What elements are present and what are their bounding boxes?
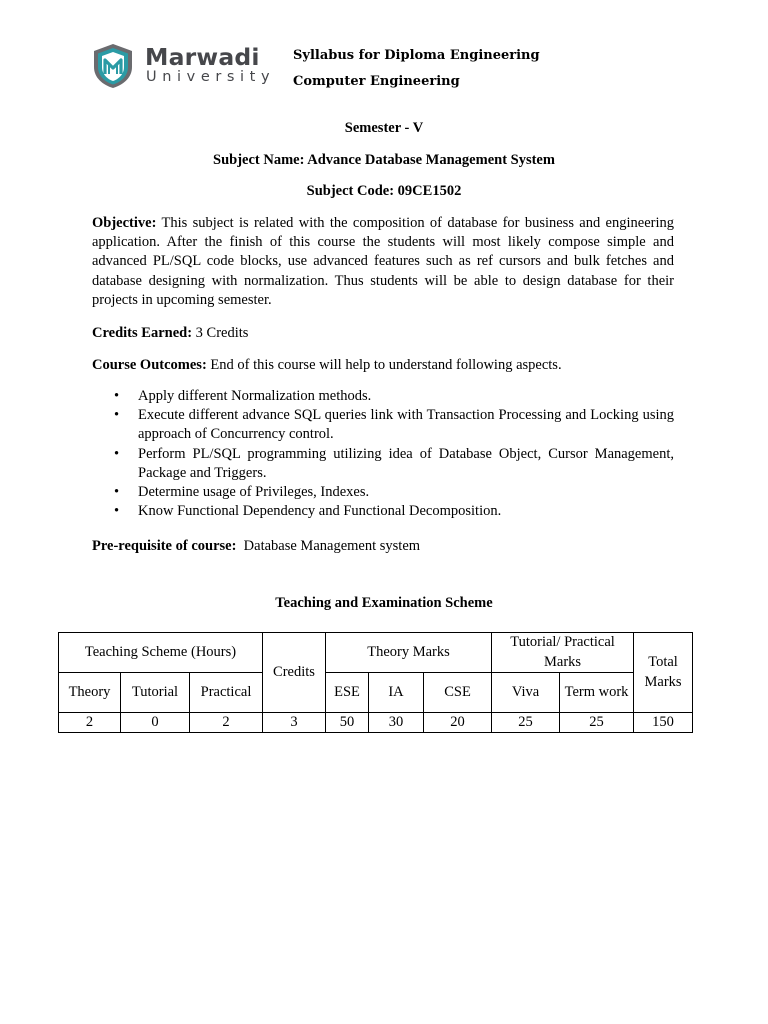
bullet-icon: • xyxy=(114,484,120,501)
objective-paragraph xyxy=(92,214,674,310)
bullet-icon: • xyxy=(114,388,120,404)
prerequisite-line xyxy=(92,537,674,556)
prerequisite-value: Database Management system xyxy=(243,538,421,554)
list-item: • Perform PL/SQL programming utilizing idea of Database Object, Cursor Management, Package and Triggers. xyxy=(114,445,674,481)
practical-hours: 2 xyxy=(190,713,263,733)
course-outcomes-label: Course Outcomes: xyxy=(92,357,207,373)
credits-value: 3 Credits xyxy=(192,325,249,341)
list-item: • Determine usage of Privileges, Indexes. xyxy=(92,483,674,502)
table-header-row xyxy=(59,633,693,673)
table-subheader-row xyxy=(59,673,693,713)
teaching-examination-scheme-table xyxy=(58,632,693,733)
list-item: • Execute different advance SQL queries link with Transaction Processing and Locking using approach of Concurrency control. xyxy=(114,407,674,443)
cse-marks: 20 xyxy=(424,713,492,733)
prerequisite-label: Pre-requisite of course: xyxy=(92,538,237,554)
table-row xyxy=(59,713,693,733)
list-item: • Apply different Normalization methods. xyxy=(92,387,674,406)
objective-text: This subject is related with the composition of database for business and engineering application. After the finish of this course the students will most likely compose simple and advanced PL/SQL code blocks, use advanced features such as ref cursors and bulk fetches and database designing with normalization. Thus students will be able to design database for their projects in upcoming semester. xyxy=(92,215,674,308)
logo-subtitle: University xyxy=(146,69,276,85)
list-item: • Know Functional Dependency and Functional Decomposition. xyxy=(92,502,674,521)
course-outcomes-line xyxy=(92,356,674,375)
credits-header: Credits xyxy=(263,633,326,713)
tutorial-hours: 0 xyxy=(121,713,190,733)
cse-header: CSE xyxy=(424,673,492,713)
ia-header: IA xyxy=(369,673,424,713)
credits-value-cell: 3 xyxy=(263,713,326,733)
bullet-icon: • xyxy=(114,445,120,462)
credits-label: Credits Earned: xyxy=(92,325,193,341)
total-marks-header: Total Marks xyxy=(634,633,693,713)
objective-label: Objective: xyxy=(92,215,157,231)
bullet-icon: • xyxy=(114,503,120,520)
tutorial-practical-header: Tutorial/ Practical Marks xyxy=(492,633,634,673)
scheme-title: Teaching and Examination Scheme xyxy=(275,595,493,611)
teaching-scheme-header: Teaching Scheme (Hours) xyxy=(59,633,263,673)
semester-heading: Semester - V xyxy=(344,120,424,136)
term-work-marks: 25 xyxy=(560,713,634,733)
term-work-header: Term work xyxy=(560,673,634,713)
course-outcomes-text: End of this course will help to understand following aspects. xyxy=(206,357,562,373)
course-outcomes-list xyxy=(92,387,674,521)
ia-marks: 30 xyxy=(369,713,424,733)
theory-hours: 2 xyxy=(59,713,121,733)
ese-marks: 50 xyxy=(326,713,369,733)
theory-header: Theory xyxy=(59,673,121,713)
viva-header: Viva xyxy=(492,673,560,713)
total-marks: 150 xyxy=(634,713,693,733)
logo-name: Marwadi xyxy=(145,43,260,71)
tutorial-header: Tutorial xyxy=(121,673,190,713)
university-logo xyxy=(92,42,278,90)
subject-name: Subject Name: Advance Database Management System xyxy=(213,152,555,168)
viva-marks: 25 xyxy=(492,713,560,733)
theory-marks-header: Theory Marks xyxy=(326,633,492,673)
header-titles xyxy=(293,43,540,95)
bullet-icon: • xyxy=(114,407,120,424)
document-header xyxy=(92,42,712,92)
header-line-1: Syllabus for Diploma Engineering xyxy=(293,48,540,63)
ese-header: ESE xyxy=(326,673,369,713)
subject-code: Subject Code: 09CE1502 xyxy=(306,183,462,199)
header-line-2: Computer Engineering xyxy=(293,74,460,89)
credits-line xyxy=(92,324,674,343)
practical-header: Practical xyxy=(190,673,263,713)
shield-icon xyxy=(92,43,134,89)
